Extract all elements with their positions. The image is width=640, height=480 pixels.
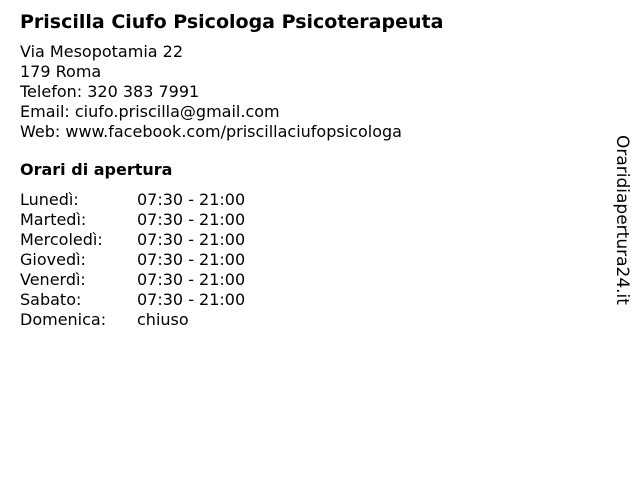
hours-row-wednesday xyxy=(20,230,600,250)
day-label: Martedì: xyxy=(20,210,87,229)
brand-watermark: Oraridiapertura24.it xyxy=(612,135,632,305)
time-value: 07:30 - 21:00 xyxy=(137,270,246,289)
day-label: Lunedì: xyxy=(20,190,79,209)
phone-line: Telefon: 320 383 7991 xyxy=(20,82,200,101)
time-value: 07:30 - 21:00 xyxy=(137,230,246,249)
email-line: Email: ciufo.priscilla@gmail.com xyxy=(20,102,280,121)
time-value: 07:30 - 21:00 xyxy=(137,210,246,229)
hours-row-saturday xyxy=(20,290,600,310)
day-label: Domenica: xyxy=(20,310,107,329)
web-line: Web: www.facebook.com/priscillaciufopsicologa xyxy=(20,122,402,141)
hours-row-monday xyxy=(20,190,600,210)
hours-row-sunday xyxy=(20,310,600,330)
time-value: chiuso xyxy=(137,310,189,329)
hours-row-friday xyxy=(20,270,600,290)
day-label: Sabato: xyxy=(20,290,82,309)
business-card xyxy=(20,10,600,330)
day-label: Venerdì: xyxy=(20,270,86,289)
hours-row-tuesday xyxy=(20,210,600,230)
address-city: 179 Roma xyxy=(20,62,102,81)
hours-row-thursday xyxy=(20,250,600,270)
address-street: Via Mesopotamia 22 xyxy=(20,42,184,61)
time-value: 07:30 - 21:00 xyxy=(137,250,246,269)
business-name: Priscilla Ciufo Psicologa Psicoterapeuta xyxy=(20,11,444,33)
hours-table xyxy=(20,190,600,330)
day-label: Mercoledì: xyxy=(20,230,103,249)
day-label: Giovedì: xyxy=(20,250,86,269)
time-value: 07:30 - 21:00 xyxy=(137,190,246,209)
hours-title: Orari di apertura xyxy=(20,160,173,179)
time-value: 07:30 - 21:00 xyxy=(137,290,246,309)
contact-block xyxy=(20,42,600,142)
